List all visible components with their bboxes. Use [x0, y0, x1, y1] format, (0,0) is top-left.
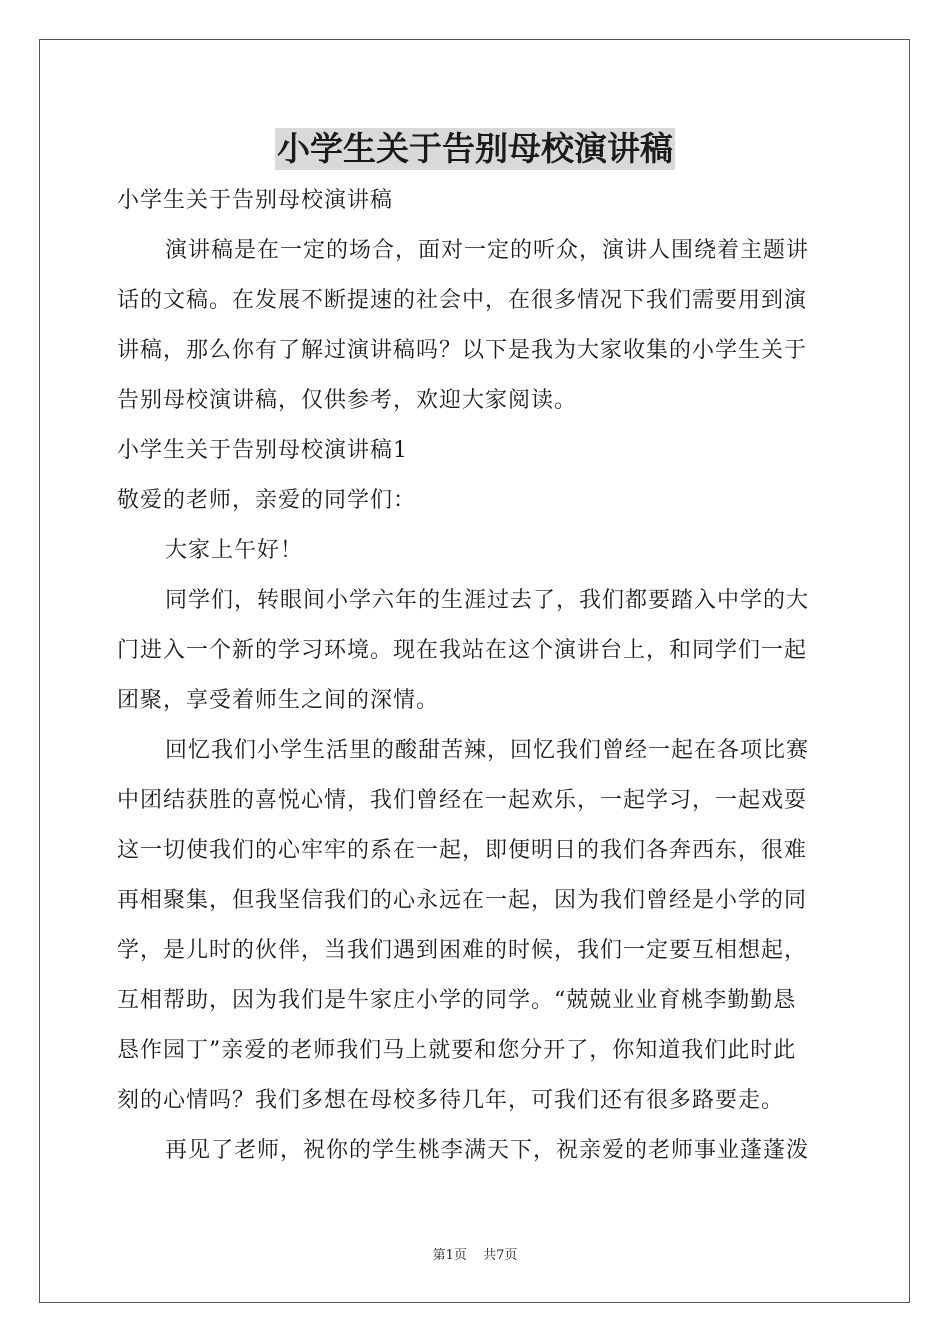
text-line-18: 恳作园丁”亲爱的老师我们马上就要和您分开了，你知道我们此时此: [117, 1038, 797, 1063]
text-line-9: 同学们，转眼间小学六年的生涯过去了，我们都要踏入中学的大: [165, 588, 810, 613]
text-line-14: 这一切使我们的心牢牢的系在一起，即便明日的我们各奔西东，很难: [117, 838, 808, 863]
section-heading: 小学生关于告别母校演讲稿1: [117, 438, 408, 463]
text-line-1: 小学生关于告别母校演讲稿: [117, 188, 394, 213]
text-line-3: 话的文稿。在发展不断提速的社会中，在很多情况下我们需要用到演: [117, 288, 808, 313]
page-number: 第1页: [432, 1248, 467, 1263]
text-line-5: 告别母校演讲稿，仅供参考，欢迎大家阅读。: [117, 388, 578, 413]
text-line-19: 刻的心情吗？我们多想在母校多待几年，可我们还有很多路要走。: [117, 1088, 785, 1113]
page-footer: [0, 1246, 950, 1266]
document-body: [117, 176, 833, 1176]
text-line-10: 门进入一个新的学习环境。现在我站在这个演讲台上，和同学们一起: [117, 638, 808, 663]
text-line-17: 互相帮助，因为我们是牛家庄小学的同学。“兢兢业业育桃李勤勤恳: [117, 988, 797, 1013]
document-title: 小学生关于告别母校演讲稿: [277, 129, 673, 168]
text-line-13: 中团结获胜的喜悦心情，我们曾经在一起欢乐，一起学习，一起戏耍: [117, 788, 808, 813]
text-line-11: 团聚，享受着师生之间的深情。: [117, 688, 440, 713]
text-line-20: 再见了老师，祝你的学生桃李满天下，祝亲爱的老师事业蓬蓬泼: [165, 1138, 810, 1163]
text-line-2: 演讲稿是在一定的场合，面对一定的听众，演讲人围绕着主题讲: [165, 238, 810, 263]
salutation: 敬爱的老师，亲爱的同学们：: [117, 488, 417, 513]
text-line-16: 学，是儿时的伙伴，当我们遇到困难的时候，我们一定要互相想起，: [117, 938, 808, 963]
text-line-4: 讲稿，那么你有了解过演讲稿吗？以下是我为大家收集的小学生关于: [117, 338, 808, 363]
greeting: 大家上午好！: [165, 538, 304, 563]
page-total: 共7页: [483, 1248, 518, 1263]
text-line-15: 再相聚集，但我坚信我们的心永远在一起，因为我们曾经是小学的同: [117, 888, 808, 913]
title-wrap: [0, 128, 950, 170]
text-line-12: 回忆我们小学生活里的酸甜苦辣，回忆我们曾经一起在各项比赛: [165, 738, 810, 763]
